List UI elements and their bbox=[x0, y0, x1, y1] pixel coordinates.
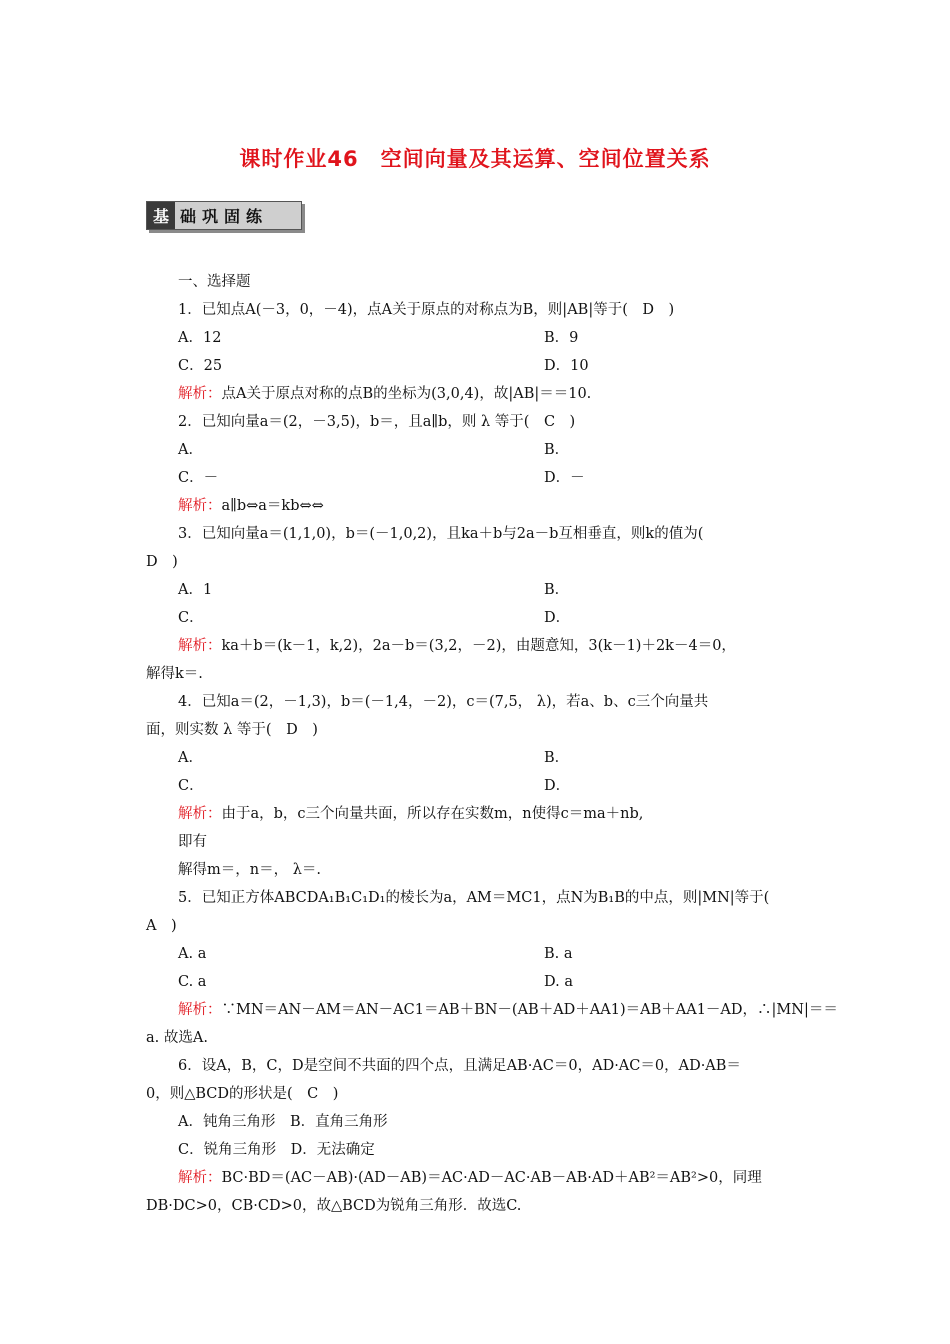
option-c: C．－ bbox=[178, 470, 219, 486]
question-5-options-row-1 bbox=[146, 940, 808, 968]
question-3-options-row-1 bbox=[146, 576, 808, 604]
page-title: 课时作业46 空间向量及其运算、空间位置关系 bbox=[239, 147, 711, 171]
solution-label: 解析： bbox=[178, 498, 222, 514]
option-b: B． bbox=[544, 582, 570, 598]
question-5-stem-cont: A ) bbox=[146, 918, 177, 934]
question-4-stem: 4．已知a＝(2，－1,3)，b＝(－1,4，－2)，c＝(7,5， λ)，若a、b、c三个向量共 bbox=[178, 694, 709, 710]
option-c: C． bbox=[178, 778, 204, 794]
question-4-solution-result: 解得m＝，n＝， λ＝. bbox=[178, 862, 321, 878]
question-1-options-row-2 bbox=[146, 352, 808, 380]
question-3-options-row-2 bbox=[146, 604, 808, 632]
question-6-options-ab: A．钝角三角形 B．直角三角形 bbox=[178, 1114, 388, 1130]
option-b: B．9 bbox=[544, 330, 579, 346]
question-2-options-row-1 bbox=[146, 436, 808, 464]
question-6-options-cd: C．锐角三角形 D．无法确定 bbox=[178, 1142, 375, 1158]
option-a: A． bbox=[178, 750, 203, 766]
badge-first-char: 基 bbox=[147, 202, 175, 229]
solution-text: 点A关于原点对称的点B的坐标为(3,0,4)，故|AB|＝＝10. bbox=[221, 386, 592, 402]
question-5-solution bbox=[146, 996, 838, 1024]
solution-label: 解析： bbox=[178, 1002, 222, 1018]
question-1-options-row-1 bbox=[146, 324, 808, 352]
section-badge bbox=[146, 201, 302, 230]
question-2-stem: 2．已知向量a＝(2，－3,5)，b＝，且a∥b，则 λ 等于( C ) bbox=[178, 414, 576, 430]
option-a: A. a bbox=[178, 946, 207, 962]
solution-text: ka＋b＝(k－1，k,2)，2a－b＝(3,2，－2)，由题意知，3(k－1)＋2k－4＝0， bbox=[221, 638, 736, 654]
question-6-stem-cont: 0，则△BCD的形状是( C ) bbox=[146, 1086, 339, 1102]
solution-text: a∥b⇔a＝kb⇔⇔ bbox=[221, 498, 324, 514]
question-4-stem-cont: 面，则实数 λ 等于( D ) bbox=[146, 722, 318, 738]
option-c: C．25 bbox=[178, 358, 223, 374]
option-d: D． bbox=[544, 610, 571, 626]
question-4-solution bbox=[146, 800, 808, 828]
solution-text: ∵MN＝AN－AM＝AN－AC1＝AB＋BN－(AB＋AD＋AA1)＝AB＋AA1－AD，∴|MN|＝＝ bbox=[221, 1002, 838, 1018]
badge-text: 础巩固练 bbox=[180, 207, 269, 226]
option-c: C． bbox=[178, 610, 204, 626]
solution-label: 解析： bbox=[178, 1170, 222, 1186]
option-a: A． bbox=[178, 442, 203, 458]
question-3-stem-cont: D ) bbox=[146, 554, 178, 570]
solution-label: 解析： bbox=[178, 806, 222, 822]
option-b: B． bbox=[544, 750, 570, 766]
exercise-content bbox=[146, 268, 838, 1220]
question-1-stem: 1．已知点A(－3，0，－4)，点A关于原点的对称点为B，则|AB|等于( D ) bbox=[178, 302, 675, 318]
solution-label: 解析： bbox=[178, 638, 222, 654]
question-1-solution bbox=[146, 380, 808, 408]
option-b: B. a bbox=[544, 946, 573, 962]
option-c: C. a bbox=[178, 974, 207, 990]
question-6-solution-cont: DB·DC>0，CB·CD>0，故△BCD为锐角三角形．故选C. bbox=[146, 1198, 522, 1214]
question-6-solution bbox=[146, 1164, 808, 1192]
option-a: A．1 bbox=[178, 582, 213, 598]
question-2-solution bbox=[146, 492, 808, 520]
option-d: D． bbox=[544, 778, 571, 794]
question-5-stem: 5．已知正方体ABCDA₁B₁C₁D₁的棱长为a，AM＝MC1，点N为B₁B的中点，则|MN|等于( bbox=[178, 890, 770, 906]
question-3-solution-cont: 解得k＝. bbox=[146, 666, 203, 682]
section-heading: 一、选择题 bbox=[178, 274, 251, 290]
question-5-options-row-2 bbox=[146, 968, 808, 996]
option-d: D．10 bbox=[544, 358, 589, 374]
option-b: B． bbox=[544, 442, 570, 458]
question-5-solution-cont: a. 故选A. bbox=[146, 1030, 208, 1046]
option-d: D．－ bbox=[544, 470, 585, 486]
question-3-solution bbox=[146, 632, 808, 660]
solution-label: 解析： bbox=[178, 386, 222, 402]
option-d: D. a bbox=[544, 974, 573, 990]
solution-text: 由于a，b，c三个向量共面，所以存在实数m，n使得c＝ma＋nb, bbox=[221, 806, 644, 822]
question-3-stem: 3．已知向量a＝(1,1,0)，b＝(－1,0,2)，且ka＋b与2a－b互相垂直，则k的值为( bbox=[178, 526, 704, 542]
question-4-solution-cont: 即有 bbox=[178, 834, 207, 850]
question-4-options-row-2 bbox=[146, 772, 808, 800]
question-6-stem: 6．设A，B，C，D是空间不共面的四个点，且满足AB·AC＝0，AD·AC＝0，AD·AB＝ bbox=[178, 1058, 741, 1074]
solution-text: BC·BD＝(AC－AB)·(AD－AB)＝AC·AD－AC·AB－AB·AD＋AB²＝AB²>0，同理 bbox=[221, 1170, 762, 1186]
option-a: A．12 bbox=[178, 330, 222, 346]
question-2-options-row-2 bbox=[146, 464, 808, 492]
question-4-options-row-1 bbox=[146, 744, 808, 772]
